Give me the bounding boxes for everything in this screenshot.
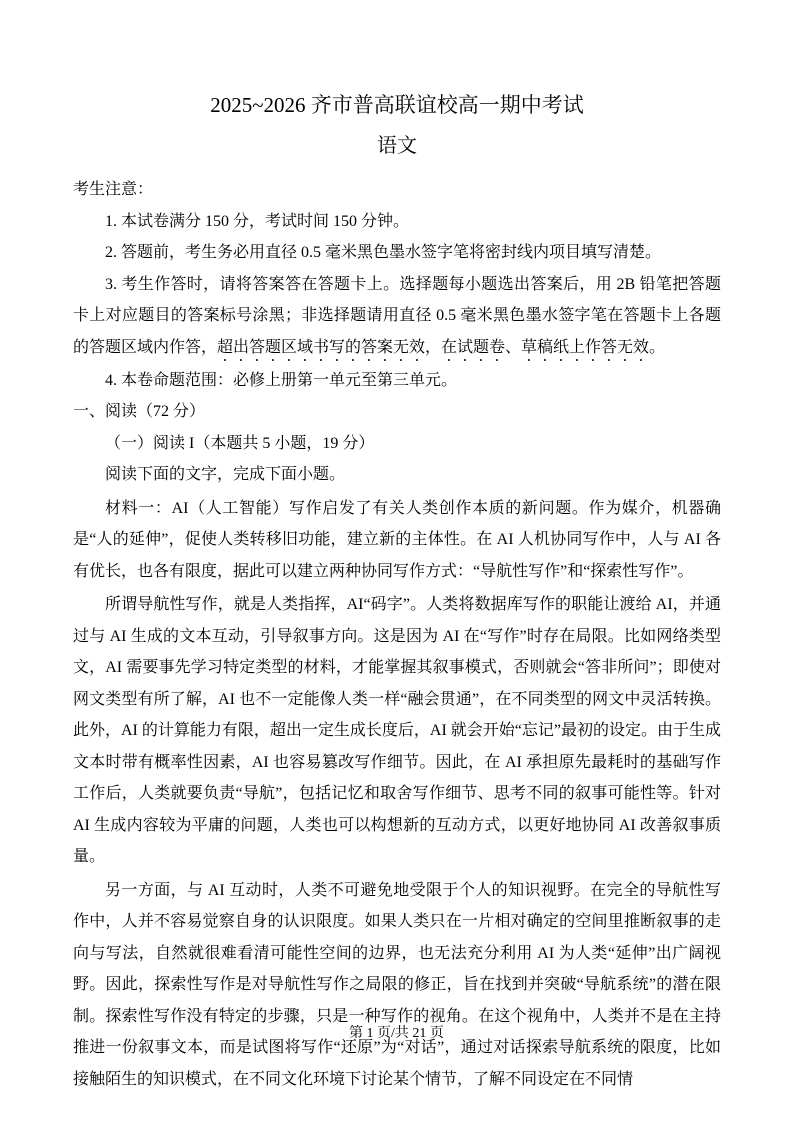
passage-paragraph-2: 所谓导航性写作，就是人类指挥，AI“码字”。人类将数据库写作的职能让渡给 AI，并通过与 AI 生成的文本互动，引导叙事方向。这是因为 AI 在“写作”时存在局限。比如网络类型文，AI 需要事先学习特定类型的材料，才能掌握其叙事模式，否则就会“答非所问”；即使对网文类型有所了解，AI 也不一定能像人类一样“融会贯通”，在不同类型的网文中灵活转换。此外，AI 的计算能力有限，超出一定生成长度后，AI 就会开始“忘记”最初的设定。由于生成文本时带有概率性因素，AI 也容易篡改写作细节。因此，在 AI 承担原先最耗时的基础写作工作后，人类就要负责“导航”，包括记忆和取舍写作细节、思考不同的叙事可能性等。针对 AI 生成内容较为平庸的问题，人类也可以构想新的互动方式，以更好地协同 AI 改善叙事质量。 [73,596,721,865]
notice-item-1: 1. 本试卷满分 150 分，考试时间 150 分钟。 [105,212,410,230]
notice-section [73,174,721,396]
reading-passage [73,493,721,1096]
notice-item-3-emphasized-text: 超出答题区域书写的答案无效，在试题卷、草稿纸上作答无效。 [217,338,666,356]
notice-item-2: 2. 答题前，考生务必用直径 0.5 毫米黑色墨水签字笔将密封线内项目填写清楚。 [105,244,662,261]
passage-paragraph-3: 另一方面，与 AI 互动时，人类不可避免地受限于个人的知识视野。在完全的导航性写作中，人并不容易觉察自身的认识限度。如果人类只在一片相对确定的空间里推断叙事的走向与写法，自然就很难看清可能性空间的边界，也无法充分利用 AI 为人类“延伸”出广阔视野。因此，探索性写作是对导航性写作之局限的修正，旨在找到并突破“导航系统”的潜在限制。探索性写作没有特定的步骤，只是一种写作的视角。在这个视角中，人类并不是在主持推进一份叙事文本，而是试图将写作“还原”为“对话”，通过对话探索导航系统的限度，比如接触陌生的知识模式，在不同文化环境下讨论某个情节，了解不同设定在不同情 [73,881,721,1088]
notice-item-3-text: 3. 考生作答时，请将答案答在答题卡上。选择题每小题选出答案后，用 2B 铅笔把答题卡上对应题目的答案标号涂黑；非选择题请用直径 0.5 毫米黑色墨水签字笔在答题卡上各题的答题区域内作答， [73,275,721,356]
part-one-heading: 一、阅读（72 分） [73,403,206,420]
reading-instruction: 阅读下面的文字，完成下面小题。 [105,466,346,483]
page-title: 2025~2026 齐市普高联谊校高一期中考试 [210,93,584,117]
page-footer: 第 1 页/共 21 页 [349,1026,444,1041]
section-headings [73,396,721,491]
notice-item-4: 4. 本卷命题范围：必修上册第一单元至第三单元。 [105,371,458,389]
notice-heading: 考生注意： [73,181,154,198]
passage-paragraph-1: 材料一：AI（人工智能）写作启发了有关人类创作本质的新问题。作为媒介，机器确是“人的延伸”，促使人类转移旧功能，建立新的主体性。在 AI 人机协同写作中，人与 AI 各有优长，也各有限度，据此可以建立两种协同写作方式：“导航性写作”和“探索性写作”。 [73,499,721,580]
notice-item-3 [73,269,721,365]
page-subtitle: 语文 [377,135,417,157]
subsection-one-heading: （一）阅读 I（本题共 5 小题，19 分） [105,434,375,452]
